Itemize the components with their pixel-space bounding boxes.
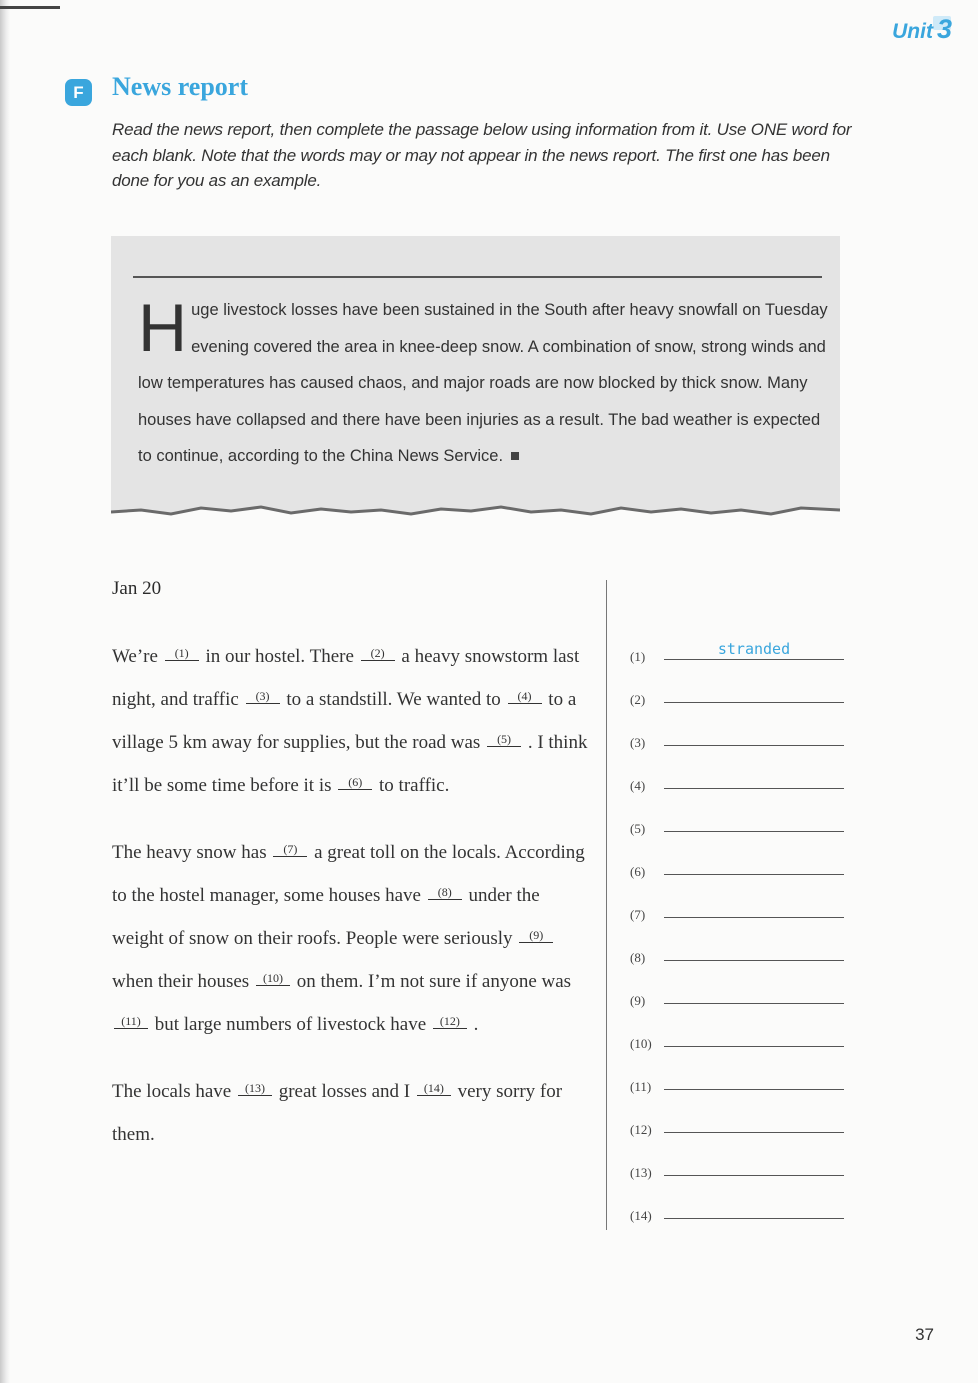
answer-number: (13)	[630, 1165, 652, 1180]
answer-number: (5)	[630, 821, 646, 836]
blank-6: (6)	[338, 775, 372, 790]
blank-3: (3)	[246, 689, 280, 704]
answer-row-10	[630, 1027, 844, 1051]
blank-2: (2)	[361, 646, 395, 661]
text-segment: great losses and I	[278, 1081, 411, 1102]
answer-number: (3)	[630, 735, 646, 750]
answer-line[interactable]	[664, 1132, 844, 1133]
passage-paragraph-1	[112, 635, 592, 807]
blank-5: (5)	[487, 732, 521, 747]
section-title: News report	[112, 72, 248, 101]
text-segment: .	[473, 1014, 479, 1035]
answer-number: (4)	[630, 778, 646, 793]
answer-line[interactable]	[664, 831, 844, 832]
text-segment: a heavy snowstorm last night, and traffic	[112, 646, 580, 710]
answer-row-9	[630, 984, 844, 1008]
news-clipping	[111, 236, 840, 526]
answer-line[interactable]	[664, 1046, 844, 1047]
text-segment: to traffic.	[379, 775, 450, 796]
instructions: Read the news report, then complete the passage below using information from it. Use ONE word for each blank. Note that the words may or may not appear in the news report. The first one has been done for you as an example.	[112, 120, 852, 190]
text-segment: to a standstill. We wanted to	[286, 689, 501, 710]
clipping-rule	[133, 276, 822, 278]
blank-14: (14)	[417, 1081, 451, 1096]
text-segment: but large numbers of livestock have	[154, 1014, 427, 1035]
answer-row-8	[630, 941, 844, 965]
answer-line[interactable]	[664, 1003, 844, 1004]
answer-number: (6)	[630, 864, 646, 879]
answer-number: (2)	[630, 692, 646, 707]
answer-number: (7)	[630, 907, 646, 922]
section-badge: F	[65, 79, 92, 106]
answer-row-1	[630, 640, 844, 664]
column-divider	[606, 580, 607, 1230]
answer-line[interactable]	[664, 917, 844, 918]
blank-12: (12)	[433, 1014, 467, 1029]
news-report-body: uge livestock losses have been sustained in the South after heavy snowfall on Tuesday evening covered the area in knee-deep snow. A combination of snow, strong winds and low temperatures has caused chaos, and major roads are now blocked by thick snow. Many houses have collapsed and there have been injuries as a result. The bad weather is expected to continue, according to the China News Service.	[138, 301, 828, 465]
text-segment: under the weight of snow on their roofs. People were seriously	[112, 885, 540, 949]
news-report-text	[138, 292, 828, 475]
answer-row-4	[630, 769, 844, 793]
top-edge-line	[0, 6, 60, 9]
answer-line[interactable]	[664, 1218, 844, 1219]
answer-line[interactable]	[664, 659, 844, 660]
answer-number: (9)	[630, 993, 646, 1008]
answer-row-7	[630, 898, 844, 922]
answer-value: stranded	[717, 640, 791, 658]
answer-number: (12)	[630, 1122, 652, 1137]
blank-7: (7)	[273, 842, 307, 857]
answer-row-13	[630, 1156, 844, 1180]
answer-line[interactable]	[664, 788, 844, 789]
answer-row-6	[630, 855, 844, 879]
gap-fill-passage	[112, 635, 592, 1180]
answer-row-11	[630, 1070, 844, 1094]
answer-line[interactable]	[664, 702, 844, 703]
passage-paragraph-2	[112, 831, 592, 1046]
blank-11: (11)	[114, 1014, 148, 1029]
blank-10: (10)	[256, 971, 290, 986]
end-mark-icon	[511, 452, 519, 460]
blank-1: (1)	[165, 646, 199, 661]
answer-line[interactable]	[664, 1175, 844, 1176]
text-segment: when their houses	[112, 971, 250, 992]
text-segment: very sorry for them.	[112, 1081, 563, 1145]
answer-line[interactable]	[664, 1089, 844, 1090]
text-segment: The heavy snow has	[112, 842, 267, 863]
page-spine-shadow	[0, 0, 10, 1383]
text-segment: The locals have	[112, 1081, 232, 1102]
unit-number: 3	[936, 14, 952, 44]
drop-cap: H	[138, 290, 188, 366]
answer-number: (1)	[630, 649, 646, 664]
text-segment: on them. I’m not sure if anyone was	[296, 971, 572, 992]
text-segment: a great toll on the locals. According to the hostel manager, some houses have	[112, 842, 585, 906]
answer-number: (11)	[630, 1079, 652, 1094]
blank-4: (4)	[508, 689, 542, 704]
answer-number: (10)	[630, 1036, 652, 1051]
answer-line[interactable]	[664, 960, 844, 961]
answer-number: (8)	[630, 950, 646, 965]
answer-row-12	[630, 1113, 844, 1137]
torn-edge	[111, 498, 840, 526]
journal-date: Jan 20	[112, 578, 162, 599]
answer-row-14	[630, 1199, 844, 1223]
answer-row-5	[630, 812, 844, 836]
answer-row-2	[630, 683, 844, 707]
answer-line[interactable]	[664, 874, 844, 875]
unit-label-text: Unit	[892, 20, 933, 43]
text-segment: . I think it’ll be some time before it is	[112, 732, 588, 796]
answer-line[interactable]	[664, 745, 844, 746]
text-segment: in our hostel. There	[205, 646, 354, 667]
answer-number: (14)	[630, 1208, 652, 1223]
text-segment: to a village 5 km away for supplies, but the road was	[112, 689, 577, 753]
passage-paragraph-3	[112, 1070, 592, 1156]
blank-9: (9)	[519, 928, 553, 943]
text-segment: We’re	[112, 646, 158, 667]
answer-row-3	[630, 726, 844, 750]
blank-8: (8)	[428, 885, 462, 900]
unit-label	[892, 14, 952, 45]
blank-13: (13)	[238, 1081, 272, 1096]
page-number: 37	[915, 1325, 934, 1344]
